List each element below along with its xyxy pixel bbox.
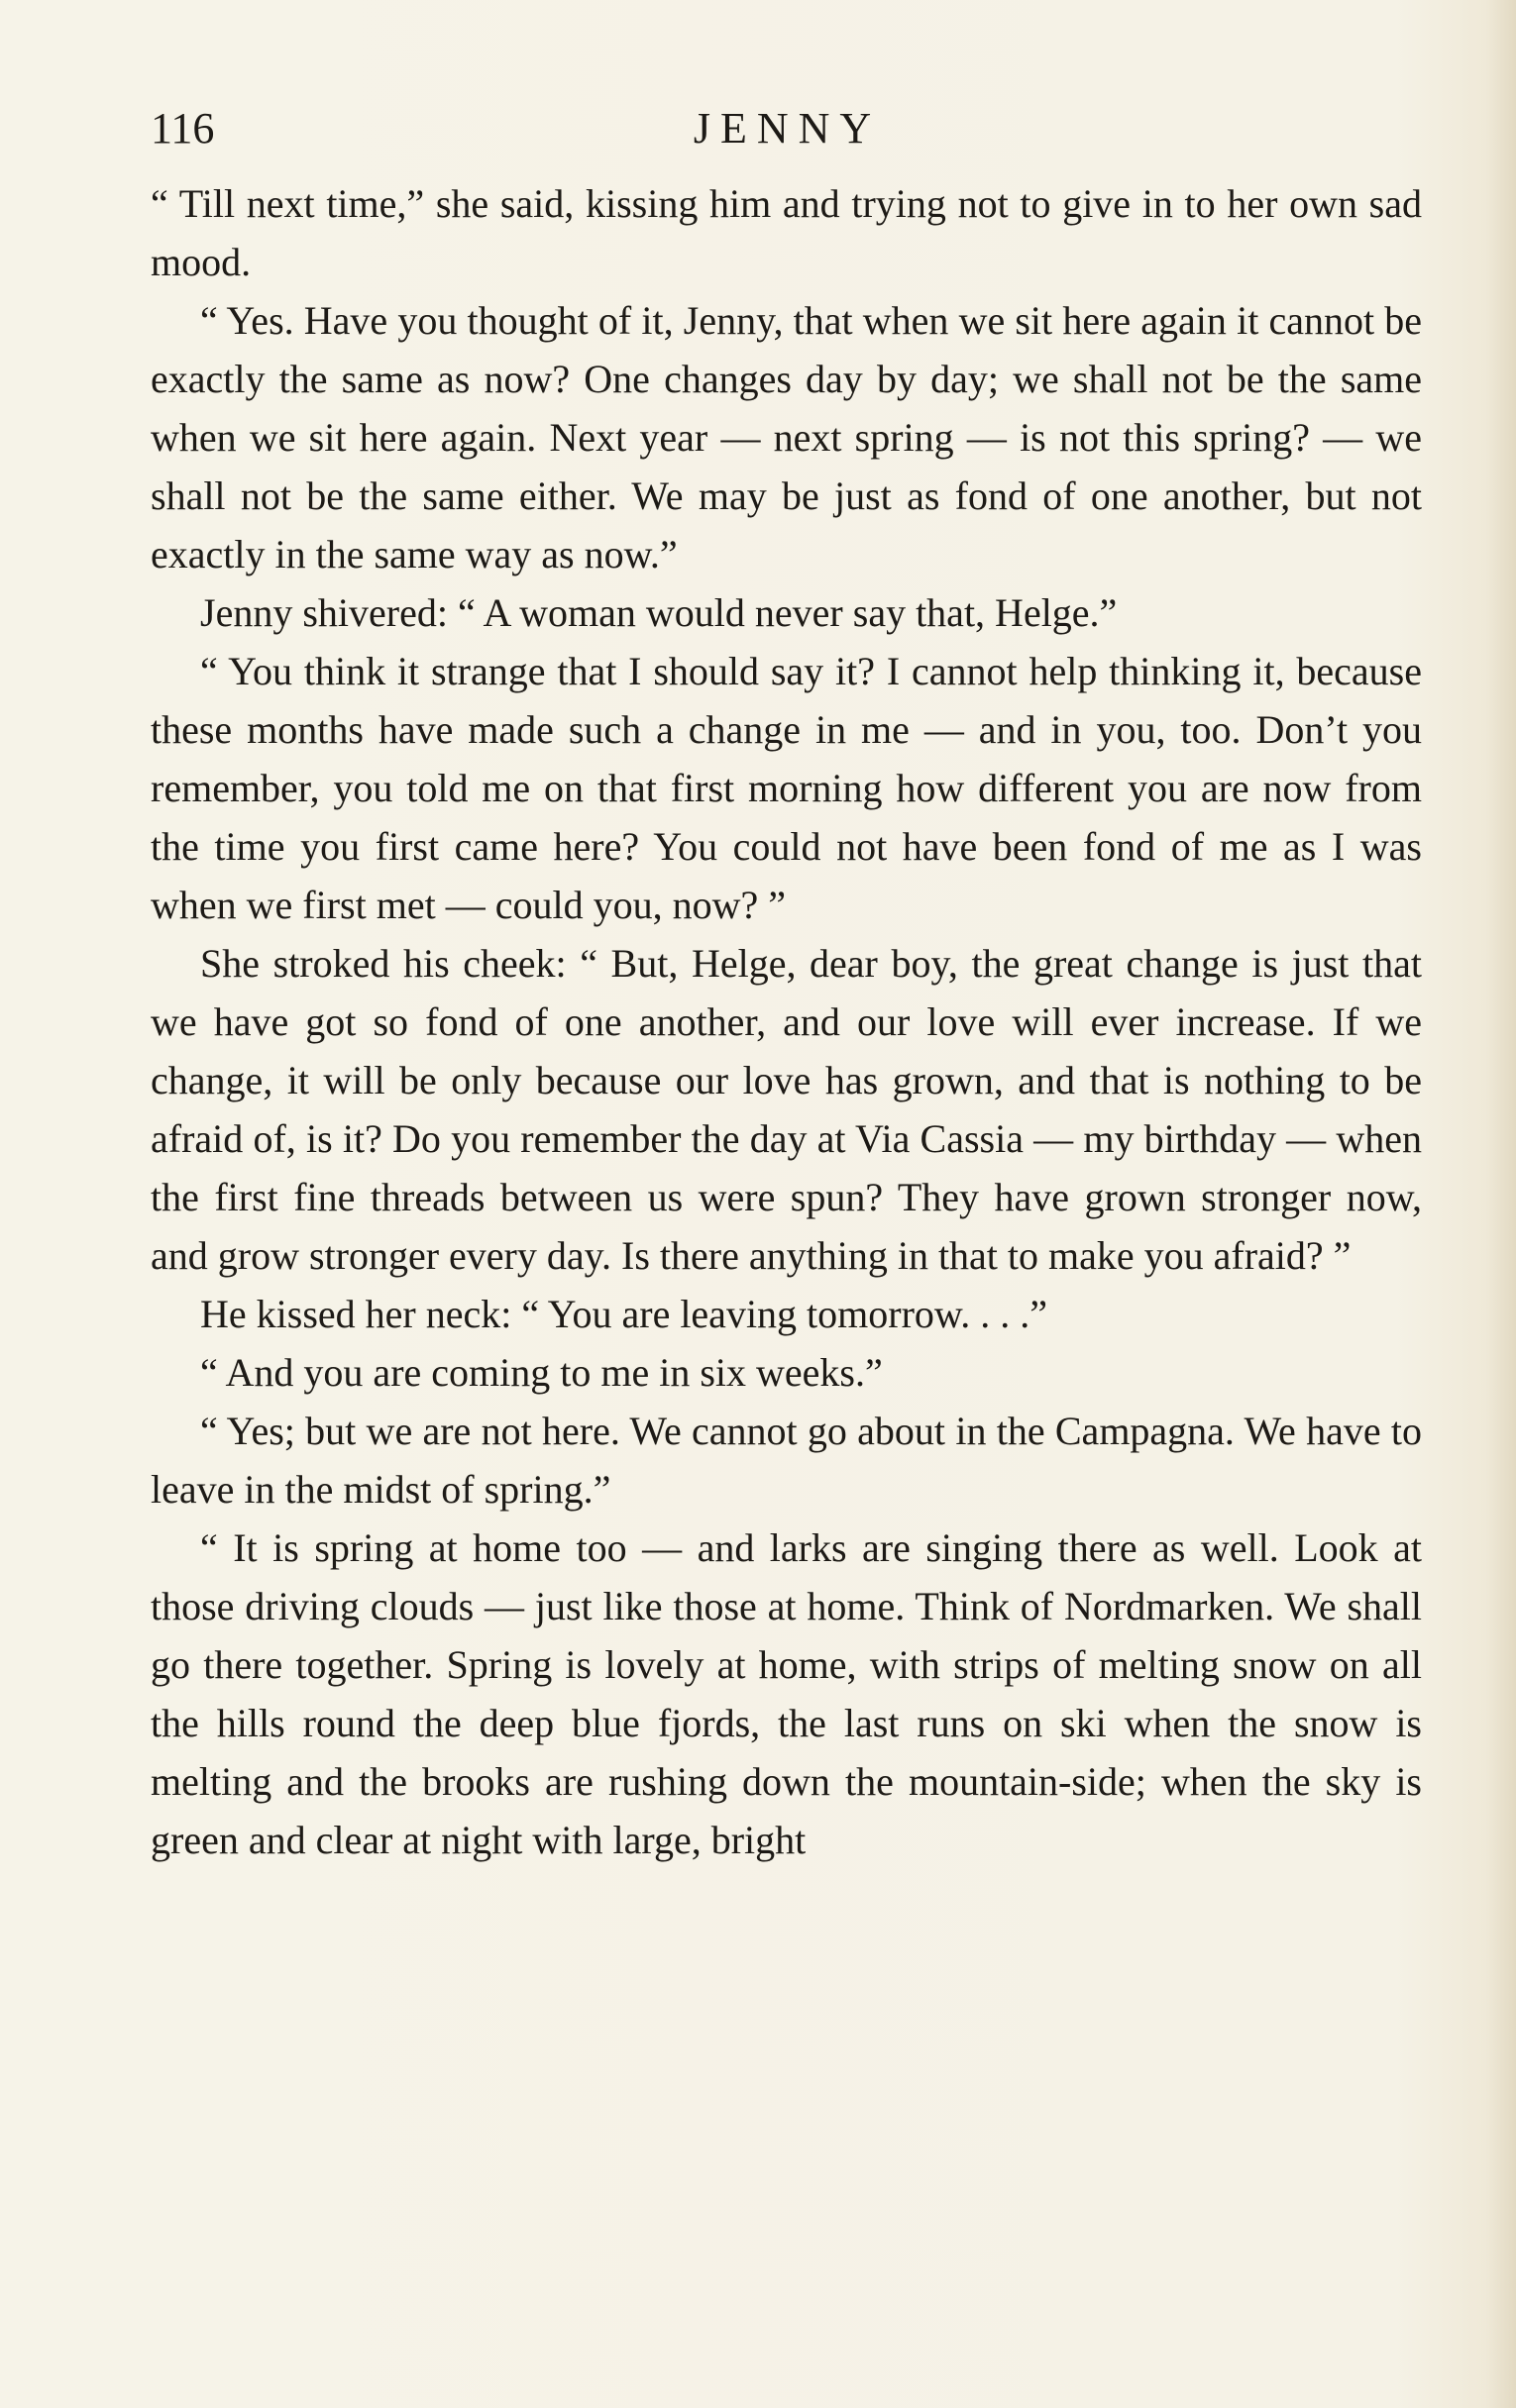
running-title: JENNY: [693, 104, 882, 153]
paragraph: She stroked his cheek: “ But, Helge, dear boy, the great change is just that we have got so fond of one another, and our love will ever increase. If we change, it will be only because our love has grown, and that is nothing to be afraid of, is it? Do you remember the day at Via Cassia — my birthday — when the first fine threads between us were spun? They have grown stronger now, and grow stronger every day. Is there anything in that to make you afraid? ”: [151, 941, 1422, 1278]
paragraph: “ You think it strange that I should say it? I cannot help thinking it, because these months have made such a change in me — and in you, too. Don’t you remember, you told me on that first morning how different you are now from the time you first came here? You could not have been fond of me as I was when we first met — could you, now? ”: [151, 649, 1422, 927]
paragraph: “ And you are coming to me in six weeks.”: [200, 1350, 883, 1395]
paragraph: “ Yes; but we are not here. We cannot go about in the Campagna. We have to leave in the midst of spring.”: [151, 1409, 1422, 1512]
paragraph: Jenny shivered: “ A woman would never say that, Helge.”: [200, 590, 1118, 635]
body-text: [151, 174, 1422, 1869]
paragraph: He kissed her neck: “ You are leaving tomorrow. . . .”: [200, 1292, 1047, 1336]
page-number: 116: [151, 104, 215, 153]
paragraph: “ Yes. Have you thought of it, Jenny, that when we sit here again it cannot be exactly the same as now? One changes day by day; we shall not be the same when we sit here again. Next year — next spring — is not this spring? — we shall not be the same either. We may be just as fond of one another, but not exactly in the same way as now.”: [151, 298, 1422, 576]
paragraph: “ It is spring at home too — and larks are singing there as well. Look at those driving clouds — just like those at home. Think of Nordmarken. We shall go there together. Spring is lovely at home, with strips of melting snow on all the hills round the deep blue fjords, the last runs on ski when the snow is melting and the brooks are rushing down the mountain-side; when the sky is green and clear at night with large, bright: [151, 1525, 1422, 1862]
paragraph: “ Till next time,” she said, kissing him and trying not to give in to her own sad mood.: [151, 181, 1422, 284]
page-header: [151, 99, 1424, 158]
